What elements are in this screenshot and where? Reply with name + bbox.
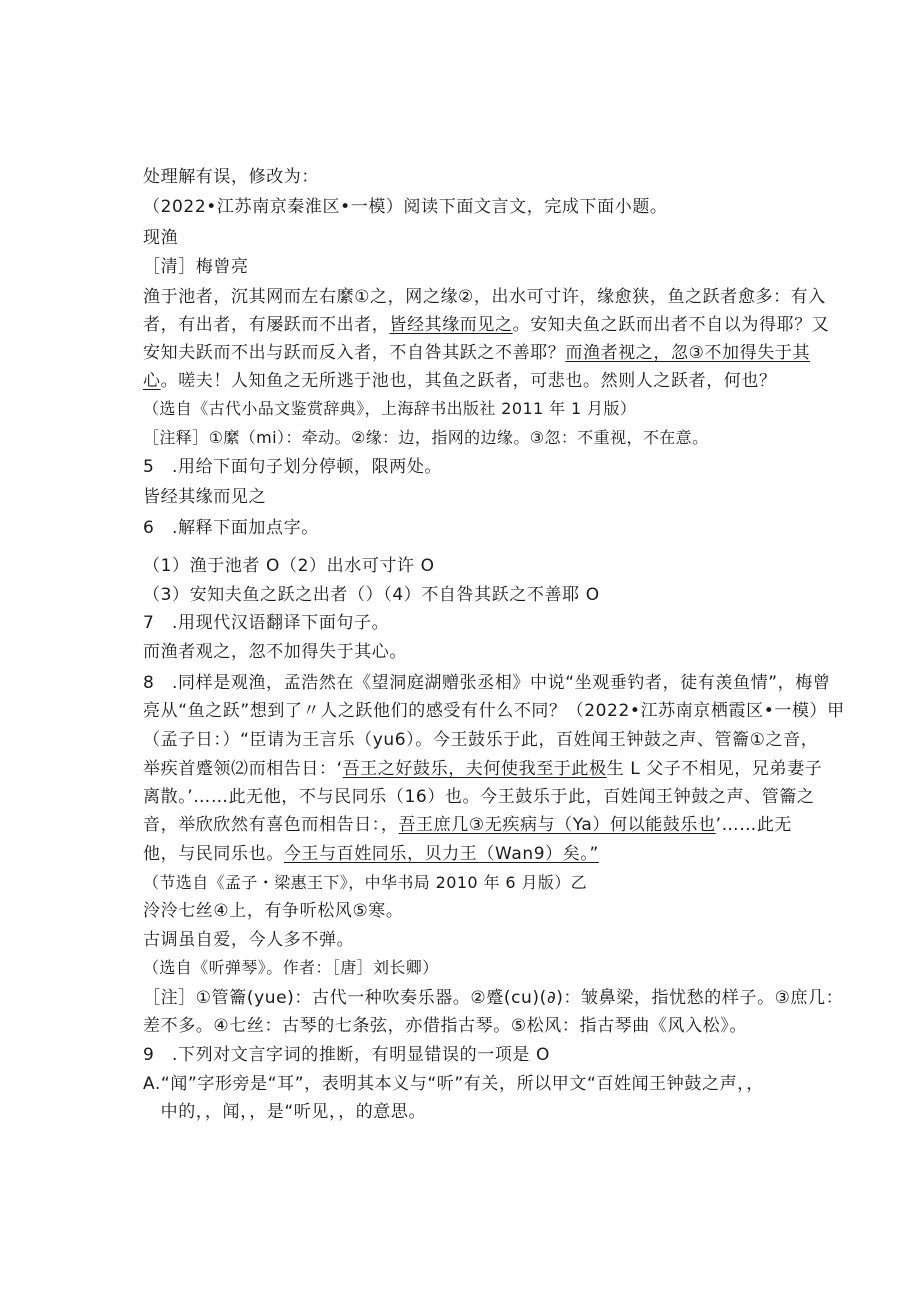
question-7-sentence: 而渔者观之，忽不加得失于其心。: [143, 642, 407, 662]
passage-line: 者，有出者，有屡跃而不出者，皆经其缘而见之。安知夫鱼之跃而出者不自以为得耶？又: [143, 315, 830, 335]
annotation-note: ［注释］①縻（mi）：牵动。②缘：边，指网的边缘。③忽：不重视，不在意。: [143, 428, 709, 447]
passage-line: 渔于池者，沉其网而左右縻①之，网之缘②，出水可寸许，缘愈狭，鱼之跃者愈多：有入: [143, 287, 826, 307]
question-5: 5 .用给下面句子划分停顿，限两处。: [143, 457, 443, 477]
passage-title: 现渔: [143, 228, 179, 248]
question-6: 6 .解释下面加点字。: [143, 518, 319, 538]
passage-line: 安知夫跃而不出与跃而反入者，不自咎其跃之不善耶？而渔者视之，忽③不加得失于其: [143, 343, 811, 363]
question-7: 7 .用现代汉语翻译下面句子。: [143, 613, 390, 633]
question-5-sentence: 皆经其缘而见之: [143, 487, 267, 507]
passage-jia-line: 离散。’……此无他，不与民同乐（16）也。今王鼓乐于此，百姓闻王钟鼓之声、管籥之: [143, 787, 815, 807]
passage-author: ［清］梅曾亮: [143, 257, 249, 277]
question-8: 亮从“鱼之跃”想到了〃人之跃他们的感受有什么不同？（2022•江苏南京栖霞区•一模）甲: [143, 701, 845, 721]
option-a: 中的，，闻，，是“听见，，的意思。: [143, 1102, 427, 1122]
source-note: （选自《听弹琴》。作者：［唐］刘长卿）: [143, 958, 439, 977]
text-line: 处理解有误，修改为：: [143, 167, 319, 187]
question-6-item: （1）渔于池者 O（2）出水可寸许 O: [143, 556, 435, 576]
annotation-note: 差不多。④七丝：古琴的七条弦，亦借指古琴。⑤松风：指古琴曲《风入松》。: [143, 1016, 747, 1036]
poem-line: 古调虽自爱，今人多不弹。: [143, 930, 355, 950]
poem-line: 泠泠七丝④上，有争听松风⑤寒。: [143, 901, 404, 921]
annotation-note: ［注］①管籥(yue)：古代一种吹奏乐器。②蹙(cu)(∂)：皱鼻梁，指忧愁的样子。③庶几：: [143, 988, 844, 1008]
question-6-item: （3）安知夫鱼之跃之出者（）（4）不自咎其跃之不善耶 O: [143, 585, 600, 605]
passage-jia-line: 他，与民同乐也。今王与百姓同乐，贝力王（Wan9）矣。”: [143, 844, 599, 864]
question-9: 9 .下列对文言字词的推断，有明显错误的一项是 O: [143, 1045, 551, 1065]
option-a: A.“闻”字形旁是“耳”，表明其本义与“听”有关，所以甲文“百姓闻王钟鼓之声，，: [143, 1074, 764, 1094]
source-note: （选自《古代小品文鉴赏辞典》，上海辞书出版社 2011 年 1 月版）: [143, 399, 637, 418]
passage-jia-line: （孟子日：）“臣请为王言乐（yu6）。今王鼓乐于此，百姓闻王钟鼓之声、管籥①之音，: [143, 730, 819, 750]
question-8: 8 .同样是观渔，孟浩然在《望洞庭湖赠张丞相》中说“坐观垂钓者，徒有羡鱼情”，梅曾: [143, 673, 831, 693]
source-note: （节选自《孟子・梁惠王下》，中华书局 2010 年 6 月版）乙: [143, 873, 588, 892]
passage-line: 心。嗟夫！人知鱼之无所逃于池也，其鱼之跃者，可悲也。然则人之跃者，何也？: [143, 371, 777, 391]
passage-jia-line: 音，举欣欣然有喜色而相告日：，吾王庶几③无疾病与（Ya）何以能鼓乐也’……此无: [143, 815, 793, 835]
question-intro: （2022•江苏南京秦淮区•一模）阅读下面文言文，完成下面小题。: [143, 197, 668, 217]
passage-jia-line: 举疾首蹙领⑵而相告日：‘吾王之好鼓乐，夫何使我至于此极生 L 父子不相见，兄弟妻子: [143, 759, 823, 779]
